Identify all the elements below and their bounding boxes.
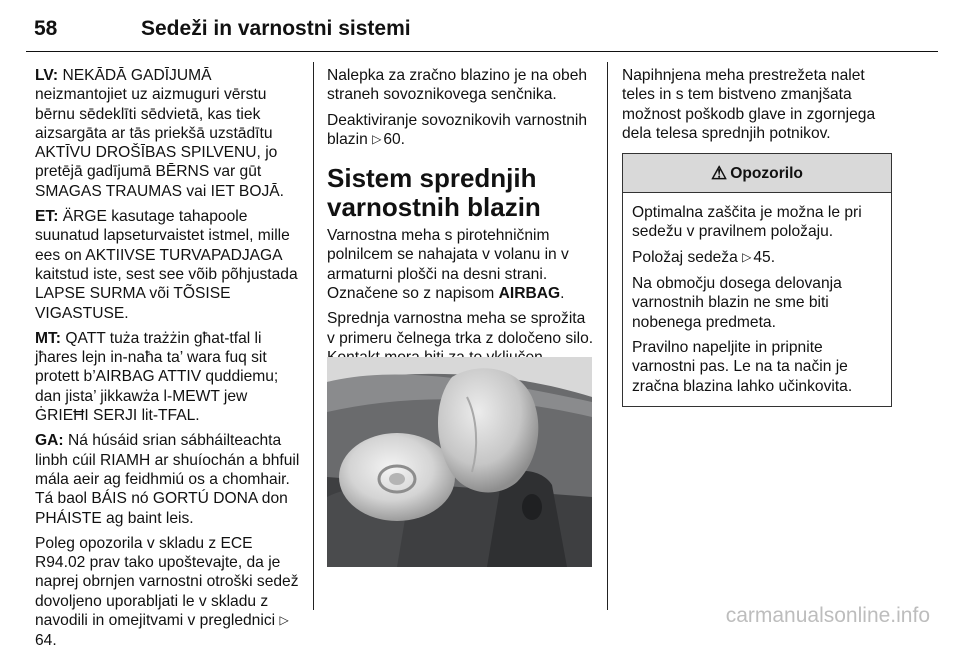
warning-box bbox=[622, 153, 892, 407]
warning-header bbox=[623, 154, 891, 193]
column-divider bbox=[607, 62, 608, 610]
header-divider bbox=[26, 51, 938, 52]
column-3 bbox=[622, 66, 892, 407]
warning-paragraph bbox=[632, 248, 882, 268]
paragraph-text: NEKĀDĀ GADĪJUMĀ neizmantojiet uz aizmuguri vērstu bērnu sēdeklīti sēdvietā, kas tiek aizsargāta ar tās priekšā uzstādītu AKTĪVU DROŠĪBAS SPILVENU, jo pretējā gadījumā BĒRNS var gūt SMAGAS TRAUMAS vai IET BOJĀ. bbox=[35, 67, 284, 200]
paragraph-ga bbox=[35, 431, 303, 527]
paragraph-text: Položaj sedeža bbox=[632, 248, 738, 266]
language-label: GA: bbox=[35, 432, 64, 450]
warning-body bbox=[623, 193, 891, 406]
page-reference-link[interactable]: 60. bbox=[383, 130, 406, 148]
column-2 bbox=[327, 66, 595, 373]
paragraph-text: Deaktiviranje sovoznikovih varnostnih blazin bbox=[327, 111, 588, 148]
language-label: ET: bbox=[35, 208, 59, 226]
page-ref-arrow-icon: ▷ bbox=[742, 249, 752, 264]
page-ref-arrow-icon: ▷ bbox=[279, 613, 289, 628]
paragraph-protection: Napihnjena meha prestrežeta nalet teles in s tem bistveno zmanjšata možnost poškodb glave in zgornjega dela telesa sprednjih potnikov. bbox=[622, 67, 876, 142]
paragraph-text: . bbox=[560, 285, 565, 303]
warning-triangle-icon: ⚠ bbox=[711, 162, 728, 183]
paragraph-deactivation bbox=[327, 111, 595, 151]
page-header bbox=[26, 6, 938, 54]
warning-paragraph: Na območju dosega delovanja varnostnih blazin ne sme biti nobenega predmeta. bbox=[632, 275, 842, 331]
paragraph-lv bbox=[35, 66, 303, 201]
page-ref-arrow-icon: ▷ bbox=[372, 131, 382, 146]
column-divider bbox=[313, 62, 314, 610]
paragraph-mt bbox=[35, 329, 303, 425]
section-heading: Sistem sprednjih varnostnih blazin bbox=[327, 163, 541, 223]
language-label: LV: bbox=[35, 67, 59, 84]
language-label: MT: bbox=[35, 329, 61, 347]
airbag-illustration bbox=[327, 357, 592, 567]
page-reference-link[interactable]: 45. bbox=[753, 248, 776, 266]
warning-paragraph: Optimalna zaščita je možna le pri sedežu v pravilnem položaju. bbox=[632, 204, 862, 241]
paragraph-airbag-location bbox=[327, 226, 595, 303]
column-1 bbox=[35, 66, 303, 657]
paragraph-text: Varnostna meha s pirotehničnim polnilcem se nahajata v volanu in v armaturni plošči na desni strani. Označene so z napisom bbox=[327, 227, 569, 303]
watermark: carmanualsonline.info bbox=[725, 604, 930, 627]
page-reference-link[interactable]: 64. bbox=[35, 632, 57, 650]
paragraph-text: Poleg opozorila v skladu z ECE R94.02 prav tako upoštevajte, da je naprej obrnjen varnostni otroški sedež dovoljeno uporabljati le v skladu z navodili in omejitvami v preglednici bbox=[35, 534, 299, 630]
airbag-deployment-image bbox=[327, 357, 592, 567]
section-title: Sedeži in varnostni sistemi bbox=[141, 17, 411, 40]
paragraph-text: QATT tuża trażżin għat-tfal li jħares lejn in-naħa ta’ wara fuq sit protett b’AIRBAG ATTIV quddiemu; dan jista’ jikkawża l-MEWT jew ĠRIEĦI SERJI lit-TFAL. bbox=[35, 329, 279, 425]
paragraph-deployment: Sprednja varnostna meha se sprožita v primeru čelnega trka z določeno silo. bbox=[327, 310, 594, 347]
paragraph-text: Ná húsáid srian sábháilteachta linbh cúil RIAMH ar shuíochán a bhfuil mála aeir ag feidhmiú os a chomhair. Tá baol BÁIS nó GORTÚ DONA don PHÁISTE ag baint leis. bbox=[35, 432, 300, 527]
paragraph-sticker: Nalepka za zračno blazino je na obeh straneh sovoznikovega senčnika. bbox=[327, 67, 588, 104]
page-number: 58 bbox=[34, 17, 58, 40]
paragraph-note bbox=[35, 534, 303, 651]
warning-title: Opozorilo bbox=[730, 164, 803, 182]
warning-paragraph: Pravilno napeljite in pripnite varnostni pas. Le na ta način je zračna blazina lahko učinkovita. bbox=[632, 338, 853, 395]
paragraph-et bbox=[35, 207, 303, 323]
paragraph-text: ÄRGE kasutage tahapoole suunatud lapseturvaistet istmel, mille ees on AKTIIVSE TURVAPADJAGA kaitstud iste, sest see võib põhjustada LAPSE SURMA või TÕSISE VIGASTUSE. bbox=[35, 208, 298, 322]
airbag-label: AIRBAG bbox=[498, 285, 561, 303]
